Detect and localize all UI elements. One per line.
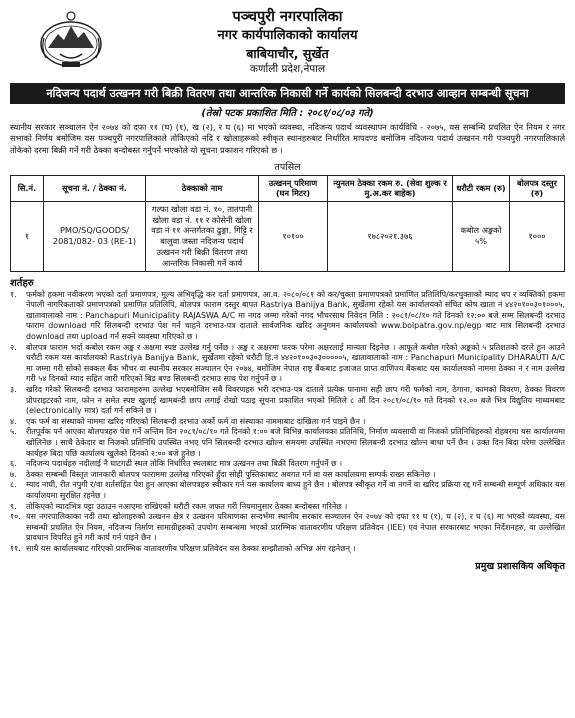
condition-item [10,385,565,417]
condition-number: ११. [10,543,21,553]
table-row [11,201,565,271]
col-header-notice-no: सूचना नं. / ठेक्का नं. [44,175,146,201]
col-header-contract-name: ठेक्काको नाम [146,175,259,201]
cell-deposit: कबोल अङ्कको ५% [453,201,510,271]
condition-text: रीतपूर्वक पर्न आएका बोलपत्रहरु पेश गर्ने अन्तिम दिन २०८१/०८/१० गते दिनको १:०० बजे विभिन्न कार्यालयका प्रतिनिधि, निर्माण व्यवसायी वा निजको प्रतिनिधिहरुको रोहबरमा यस कार्यालयमा खोलिनेछ । साथै ठेकेदार वा निजको प्रतिनिधि उपस्थित नभए पनि सिलबन्दी दरभाउ खोल्न समयमा उपस्थित नभएमा सिलबन्दी दरभाउ खोल्न बाधा पर्ने छैन । उक्त दिन बिदा परेमा उल्लेखित कार्यहरु बिदा पछि कार्यालय खुलेको दिनको २:०० बजे हुनेछ । [26,427,565,458]
col-header-deposit: धरौटी रकम (रु) [453,175,510,201]
condition-text: खरिद गरेको सिलबन्दी दरभाउ फारामहरुमा उल्लेख भएबमोजिम सबै विवरणहरु भरी दरभाउ-पत्र दाताले प्रत्येक पानामा सही छाप गरी फर्मको नाम, ठेगाना, कामको विवरण, ठेक्का विवरण प्रोपराइटरको नाम, फोन न समेत स्पष्ट खुलाई खामबन्दी छाप लगाई रोखो पठाइ सूचना प्रकाशित भएको मितिले ८ औं दिन २०८१/०८/१० गते दिनको १२.०० बजे भित्र विद्युतिय माध्यमबाट (electronically मात्र) दर्ता गर्न सकिने छ । [26,385,565,416]
condition-number: ७. [10,469,17,479]
col-header-sn: सि.नं. [11,175,44,201]
condition-number: १०. [10,512,21,522]
cell-contract-name: गल्फा खोला वडा नं. १०, तातपानी खोला वडा नं. ११ र कोसेनी खोला वडा नं ११ अन्तर्गतका ढुङ्गा, गिट्टि र बालुवा जस्ता नदिजन्य पदार्थ उत्खनन गरी बिक्री वितरण तथा आन्तरिक निकासी गर्ने कार्य [146,201,259,271]
province-name: कर्णाली प्रदेश,नेपाल [249,63,326,75]
condition-item [10,417,565,428]
condition-text: यस नगरपालिकाका नदी तथा खोलाहरुको उत्खनन क्षेत्र र उत्खनन परिमाणका सन्दर्भमा स्थानीय सरकार सञ्चालन ऐन २०७४ को दफा ११ घ (१), घ (२), र घ (६) मा भएको व्यवस्था, यस सम्बन्धी प्रचलित ऐन नियम, नदिजन्य निर्माण सामाग्रीहरुको उपयोग सम्बन्धमा भएको प्रारम्भिक वातावरणीय परिक्षण प्रतिवेदन (IEE) एवं नेपाल सरकारबाट भएका निर्देशनहरु, वा उल्लेखित प्रावधान विपरित हुने गरी कार्य गर्न पाइने छैन । [26,512,565,543]
condition-number: ४. [10,416,17,426]
notice-title-banner: नदिजन्य पदार्थ उत्खनन गरी बिक्री वितरण तथा आन्तरिक निकासी गर्ने कार्यको सिलबन्दी दरभाउ आव्हान सम्बन्धी सूचना [10,83,565,104]
condition-number: ३. [10,385,17,395]
condition-number: ९. [10,501,17,511]
intro-paragraph: स्थानीय सरकार सञ्चालन ऐन २०७४ को दफा ११ (घ) (१), ख (२), र घ (६) मा भएको व्यवस्था, नदिजन्य पदार्थ व्यवस्थापन कार्यविधि - २०७५, यस सम्बन्धि प्रचलित ऐन नियम र नगर सभाको निर्णय बमोजिम यस पञ्चपुरी नगरपालिकाले तोकिएको नदि र खोलाहरूको स्वीकृत स्थानहरुबाट निर्धारित मापदण्ड बमोजिम नदिजन्य पदार्थ उत्खनन गरी पञ्चपुरी नगरपालिकाले तोकेको दरमा बिक्री गर्ने गरी ठेक्का बन्दोबस्त गर्नुपर्ने भएकोले यो सूचना प्रकाशन गरिएको छ । [10,122,565,155]
condition-number: ८. [10,480,17,490]
condition-item [10,502,565,513]
condition-number: ६. [10,459,17,469]
condition-item [10,427,565,459]
condition-text: फर्मको हकमा नवीकरण भएको दर्ता प्रमाणपत्र, मूल्य अभिवृद्धि कर दर्ता प्रमाणपत्र, आ.व. २०८०/०८१ को कर/चुक्ता प्रमाणपत्रको प्रमाणित प्रतिलिपि/करचुक्ताको म्याद थप र व्यक्तिको हकमा नेपाली नागरिकताको प्रमाणपत्रको प्रमाणित प्रतिलिपि, बोलपत्र फाराम दस्तुर बापत Rastriya Banijya Bank, सुर्खेतमा रहेको यस कार्यालयको संचित कोष खाता नं ४४२०१००३०१०००५, खातावालाको नाम : Panchapuri Municipality RAJASWA A/C मा नगद जम्मा गरेको नगद भौचरसाथ निवेदन मिति : २०८१/०८/१० गते दिनको १२:०० बजे सम्म सिलबन्दी दरभाउ फाराम download गरि सिलबन्दी दरभाउ पेश गर्न चाहने दरभाउ-पत्र दाताले सार्वजनिक खरिद अनुगमन कार्यालयको www.bolpatra.gov.np/egp बाट मात्र सिलबन्दी दरभाउ download तथा upload गर्न सक्ने व्यवस्था गरिएको छ । [26,289,565,342]
col-header-bid-fee: बोलपत्र दस्तुर (रु) [510,175,565,201]
condition-number: १. [10,289,17,299]
condition-number: ५. [10,427,17,437]
cell-sn: १ [11,201,44,271]
condition-text: एक फर्म वा संस्थाको नाममा खरिद गरिएको सिलबन्दी दरभाउ अर्को फर्म वा संस्थाका नाममाबाट दाखिला गर्न पाइने छैन । [26,416,366,426]
col-header-quantity: उत्खनन् परिमाण (घन मिटर) [259,175,328,201]
municipality-name: पञ्चपुरी नगरपालिका [232,9,343,25]
cell-notice-no: PMO/SQ/GOODS/ 2081/082- 03 (RE-1) [44,201,146,271]
condition-item [10,290,565,343]
condition-item [10,343,565,385]
condition-text: साथै यस कार्यालयबाट गरिएको प्रारम्भिक वातावरणीय परिक्षण प्रतिवेदन यस ठेक्का सम्झौताको अभिन्न अंग रहनेछन् । [26,543,356,553]
condition-item [10,512,565,544]
schedule-table [10,175,565,272]
condition-item [10,470,565,481]
conditions-list [10,290,565,555]
cell-bid-fee: १००० [510,201,565,271]
condition-text: म्याद नाघी, रीत नपुगी र/वा शर्तसहित पेश हुन आएका बोलपत्रहरु स्वीकार गर्न यस कार्यालय बाध्य हुने छैन । बोलपत्र स्वीकृत गर्ने वा नगर्ने वा खरिद प्रक्रिया रद्द गर्ने सम्बन्धी सम्पूर्ण अधिकार यस कार्यालयमा सुरक्षित रहनेछ । [26,480,565,500]
condition-text: ठेक्का सम्बन्धी विस्तृत जानकारी बोलपत्र फाराममा उल्लेख गरिएको हुँदा सोही पुस्तिकाबाट अवगत गर्न वा यस कार्यालयमा सम्पर्क राख्न सकिनेछ । [26,469,436,479]
office-location: बाबियाचौर, सुर्खेत [246,46,329,61]
nepal-emblem-icon [38,8,104,70]
col-header-min-amount: न्युनतम ठेक्का रकम रु. (सेवा शुल्क र मु.अ.कर बाहेक) [328,175,453,201]
signatory-title: प्रमुख प्रशासकिय अधिकृत [475,560,565,572]
condition-text: बोलपत्र फाराम भर्दा कबोल रकम अङ्क र अक्षमा स्पष्ट उल्लेख गर्नु पर्नेछ । अङ्क र अक्षरमा फरक परेमा अक्षरलाई मान्यता दिइनेछ । आफूले कबोल गरेको अङ्कको ५ प्रतिशतको दरले हुन आउने धरौटी रकम यस कार्यालयको Rastriya Banijya Bank, सुर्खेतमा रहेको धरौटी हि.नं ४४२०१००३०३०००००५, खातावालाको नाम : Panchapuri Municipality DHARAUTI A/C मा जम्मा गरी सोको सक्कल बैंक भौचर वा स्थानीय सरकार सञ्चालन ऐन २०७४, बमोजिम नेपाल राष्ट्र बैंकबाट इजाजत प्राप्त वाणिज्य बैंकबाट यस कार्यालयको नाममा ठेक्का नं र नाम उल्लेख गरी ५४ दिनको म्याद सहित जारी गरिएको बिड बण्ड सिलबन्दी दरभाउ साथ पेश गर्नुपर्ने छ । [26,342,565,384]
condition-item [10,459,565,470]
cell-quantity: १०१०० [259,201,328,271]
cell-min-amount: १७८२०२१.३७६ [328,201,453,271]
condition-number: २. [10,342,17,352]
conditions-heading: शर्तहरु [10,277,34,289]
condition-text: नदिजन्य पदार्थहरु नदीलाई नै घाटगढी स्थल तोकि निर्धारित स्थलबाट मात्र उत्खनन तथा बिक्री वितरण गर्नुपर्ने छ । [26,459,343,469]
publication-date: (तेस्रो पटक प्रकाशित मिति : २०८१/०८/०३ गते) [201,108,374,119]
schedule-title: तपसिल [274,161,301,173]
condition-text: तोकिएको म्यादभित्र पट्टा उठाउन नआएमा राखिएको धरौटी रकम जफत गरी नियमानुसार ठेक्का बन्दोबस्त गरिनेछ । [26,501,348,511]
condition-item [10,544,565,555]
condition-item [10,480,565,501]
office-name: नगर कार्यपालिकाको कार्यालय [217,28,358,43]
